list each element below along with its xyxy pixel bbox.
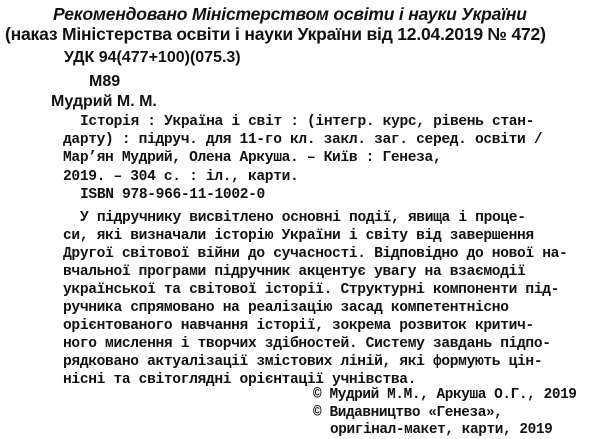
udk-code: УДК 94(477+100)(075.3) bbox=[64, 49, 241, 66]
bibliography-line: дарту) : підруч. для 11-го кл. закл. заг. серед. освіти / bbox=[63, 132, 543, 148]
author-name: Мудрий М. М. bbox=[51, 93, 157, 110]
abstract-line: ручника спрямовано на реалізацію засад компетентнісно bbox=[63, 300, 509, 316]
abstract-line: У підручнику висвітлено основні події, явища і проце- bbox=[80, 210, 526, 226]
copyright-publisher: © Видавництво «Генеза», bbox=[313, 405, 503, 421]
abstract-line: української та світової історії. Структурні компоненти під- bbox=[63, 282, 560, 298]
abstract-line: си, які визначали історію України і світу від завершення bbox=[63, 228, 534, 244]
bibliography-line: 2019. – 304 с. : іл., карти. bbox=[63, 169, 299, 185]
abstract-line: Другої світової війни до сучасності. Відповідно до нової на- bbox=[63, 246, 568, 262]
ministry-order-line: (наказ Міністерства освіти і науки України від 12.04.2019 № 472) bbox=[5, 24, 546, 44]
bibliography-line: Мар’ян Мудрий, Олена Аркуша. – Київ : Генеза, bbox=[63, 150, 442, 166]
abstract-line: вчальної програми підручник акцентує увагу на взаємодії bbox=[63, 264, 526, 280]
author-mark-code: М89 bbox=[89, 73, 121, 90]
abstract-line: нісні та світоглядні орієнтації учнівства. bbox=[63, 372, 417, 388]
copyright-layout: оригінал-макет, карти, 2019 bbox=[330, 422, 553, 438]
bibliography-line: Історія : Україна і світ : (інтегр. курс, рівень стан- bbox=[80, 114, 535, 130]
copyright-authors: © Мудрий М.М., Аркуша О.Г., 2019 bbox=[313, 387, 577, 403]
abstract-line: орієнтованого навчання історії, зокрема розвиток критич- bbox=[63, 318, 534, 334]
abstract-line: рядковано актуалізації змістових ліній, які формують цін- bbox=[63, 354, 543, 370]
abstract-line: ного мислення і творчих здібностей. Систему завдань підпо- bbox=[63, 336, 551, 352]
isbn: ISBN 978-966-11-1002-0 bbox=[80, 187, 265, 203]
recommendation-line: Рекомендовано Міністерством освіти і науки України bbox=[53, 4, 527, 24]
